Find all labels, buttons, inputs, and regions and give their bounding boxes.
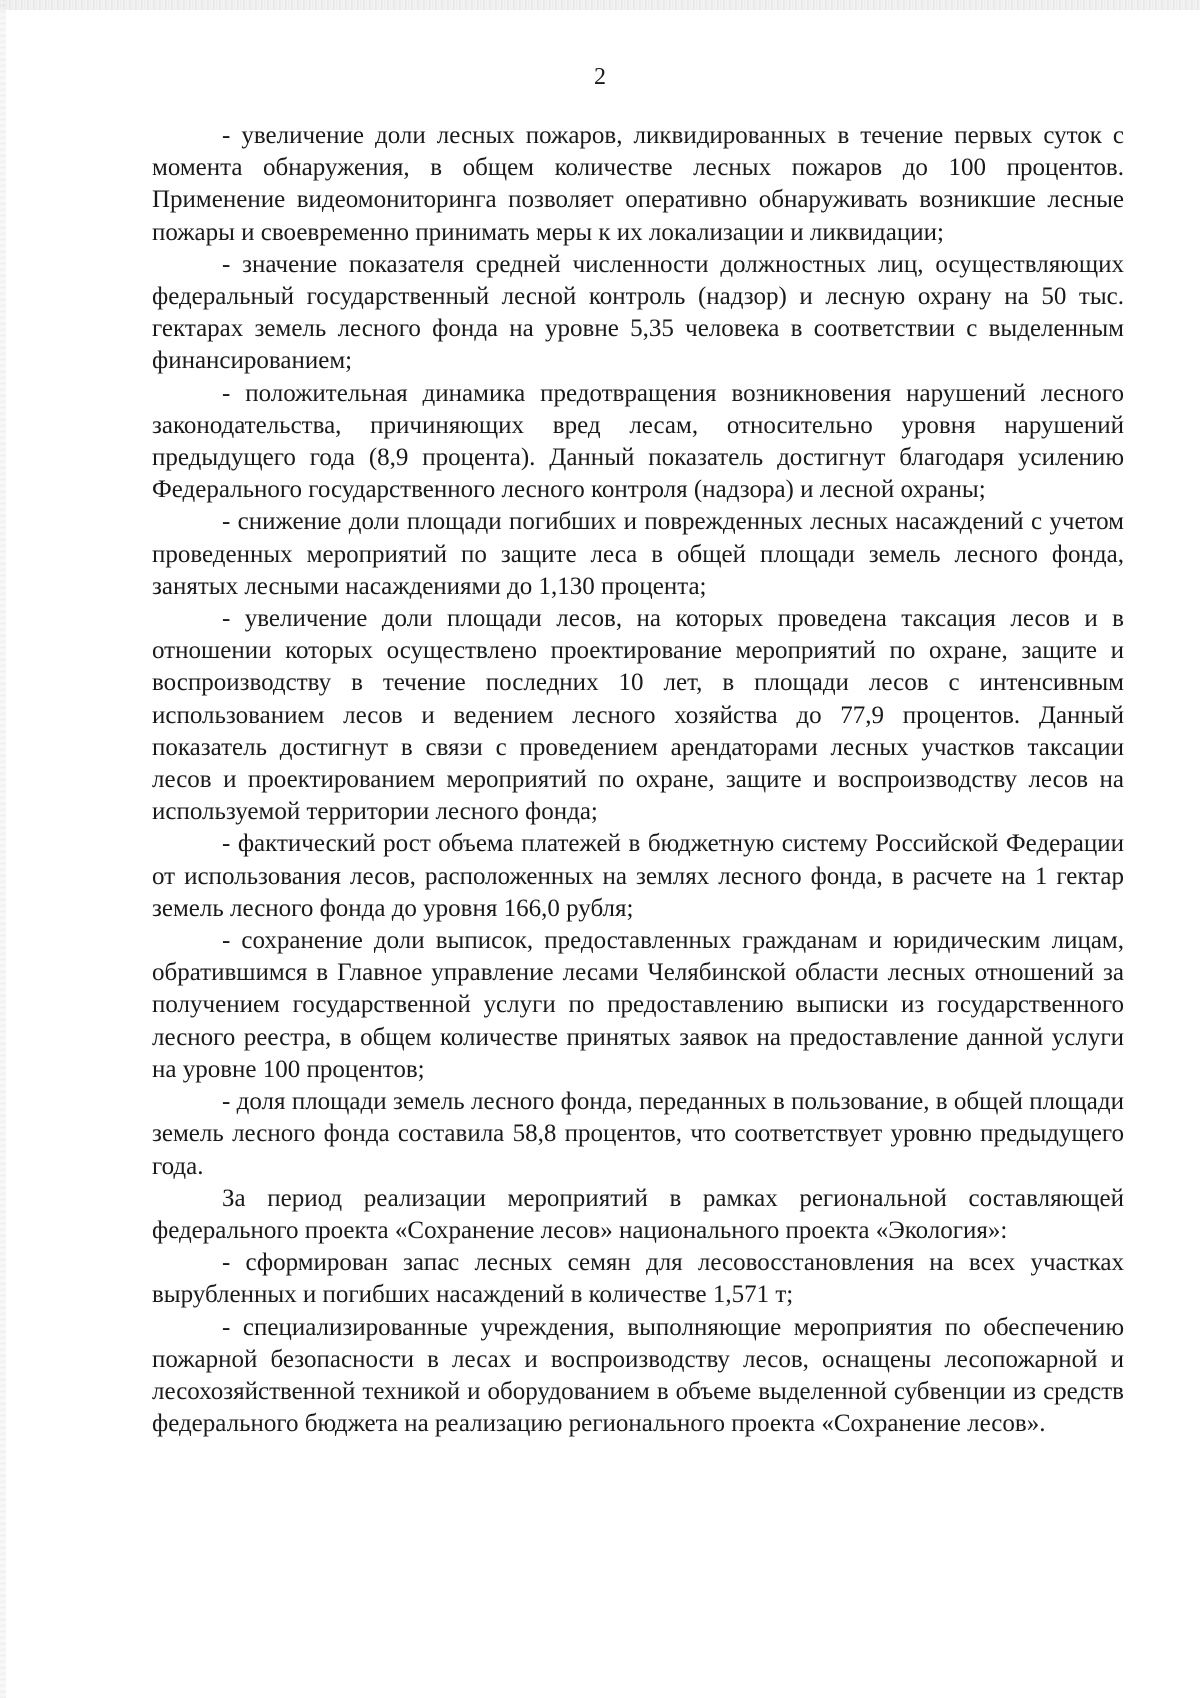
paragraph-staff-count: - значение показателя средней численности должностных лиц, осуществляющих федеральный государственный лесной контроль (надзор) и лесную охрану на 50 тыс. гектарах земель лесного фонда на уровне 5,35 человека в соответствии с выделенным финансированием; — [152, 250, 1124, 375]
document-body — [152, 120, 1124, 1440]
paragraph-fire-liquidation: - увеличение доли лесных пожаров, ликвидированных в течение первых суток с момента обнаружения, в общем количестве лесных пожаров до 100 процентов. Применение видеомониторинга позволяет оперативно обнаруживать возникшие лесные пожары и своевременно принимать меры к их локализации и ликвидации; — [152, 122, 1124, 246]
paragraph-equipment: - специализированные учреждения, выполняющие мероприятия по обеспечению пожарной безопасности в лесах и воспроизводству лесов, оснащены лесопожарной и лесохозяйственной техникой и оборудованием в объеме выделенной субвенции из средств федерального бюджета на реализацию регионального проекта «Сохранение лесов». — [152, 1313, 1124, 1438]
scan-left-edge — [0, 0, 6, 1698]
paragraph-violations-prevention: - положительная динамика предотвращения возникновения нарушений лесного законодательства, причиняющих вред лесам, относительно уровня нарушений предыдущего года (8,9 процента). Данный показатель достигнут благодаря усилению Федерального государственного лесного контроля (надзора) и лесной охраны; — [152, 379, 1124, 504]
paragraph-land-in-use: - доля площади земель лесного фонда, переданных в пользование, в общей площади земель лесного фонда составила 58,8 процентов, что соответствует уровню предыдущего года. — [152, 1088, 1124, 1180]
paragraph-project-intro: За период реализации мероприятий в рамках региональной составляющей федерального проекта «Сохранение лесов» национального проекта «Экология»: — [152, 1184, 1124, 1244]
page-number: 2 — [594, 64, 606, 90]
paragraph-seed-stock: - сформирован запас лесных семян для лесовосстановления на всех участках вырубленных и погибших насаждений в количестве 1,571 т; — [152, 1249, 1124, 1309]
paragraph-forest-taxation: - увеличение доли площади лесов, на которых проведена таксация лесов и в отношении которых осуществлено проектирование мероприятий по охране, защите и воспроизводству в течение последних 10 лет, в площади лесов с интенсивным использованием лесов и ведением лесного хозяйства до 77,9 процентов. Данный показатель достигнут в связи с проведением арендаторами лесных участков таксации лесов и проектированием мероприятий по охране, защите и воспроизводству лесов на используемой территории лесного фонда; — [152, 605, 1124, 826]
paragraph-budget-payments: - фактический рост объема платежей в бюджетную систему Российской Федерации от использования лесов, расположенных на землях лесного фонда, в расчете на 1 гектар земель лесного фонда до уровня 166,0 рубля; — [152, 830, 1124, 922]
scan-top-edge — [0, 0, 1200, 10]
paragraph-registry-extracts: - сохранение доли выписок, предоставленных гражданам и юридическим лицам, обратившимся в Главное управление лесами Челябинской области лесных отношений за получением государственной услуги по предоставлению выписки из государственного лесного реестра, в общем количестве принятых заявок на предоставление данной услуги на уровне 100 процентов; — [152, 927, 1124, 1083]
paragraph-damaged-forest-share: - снижение доли площади погибших и поврежденных лесных насаждений с учетом проведенных мероприятий по защите леса в общей площади земель лесного фонда, занятых лесными насаждениями до 1,130 процента; — [152, 508, 1124, 600]
